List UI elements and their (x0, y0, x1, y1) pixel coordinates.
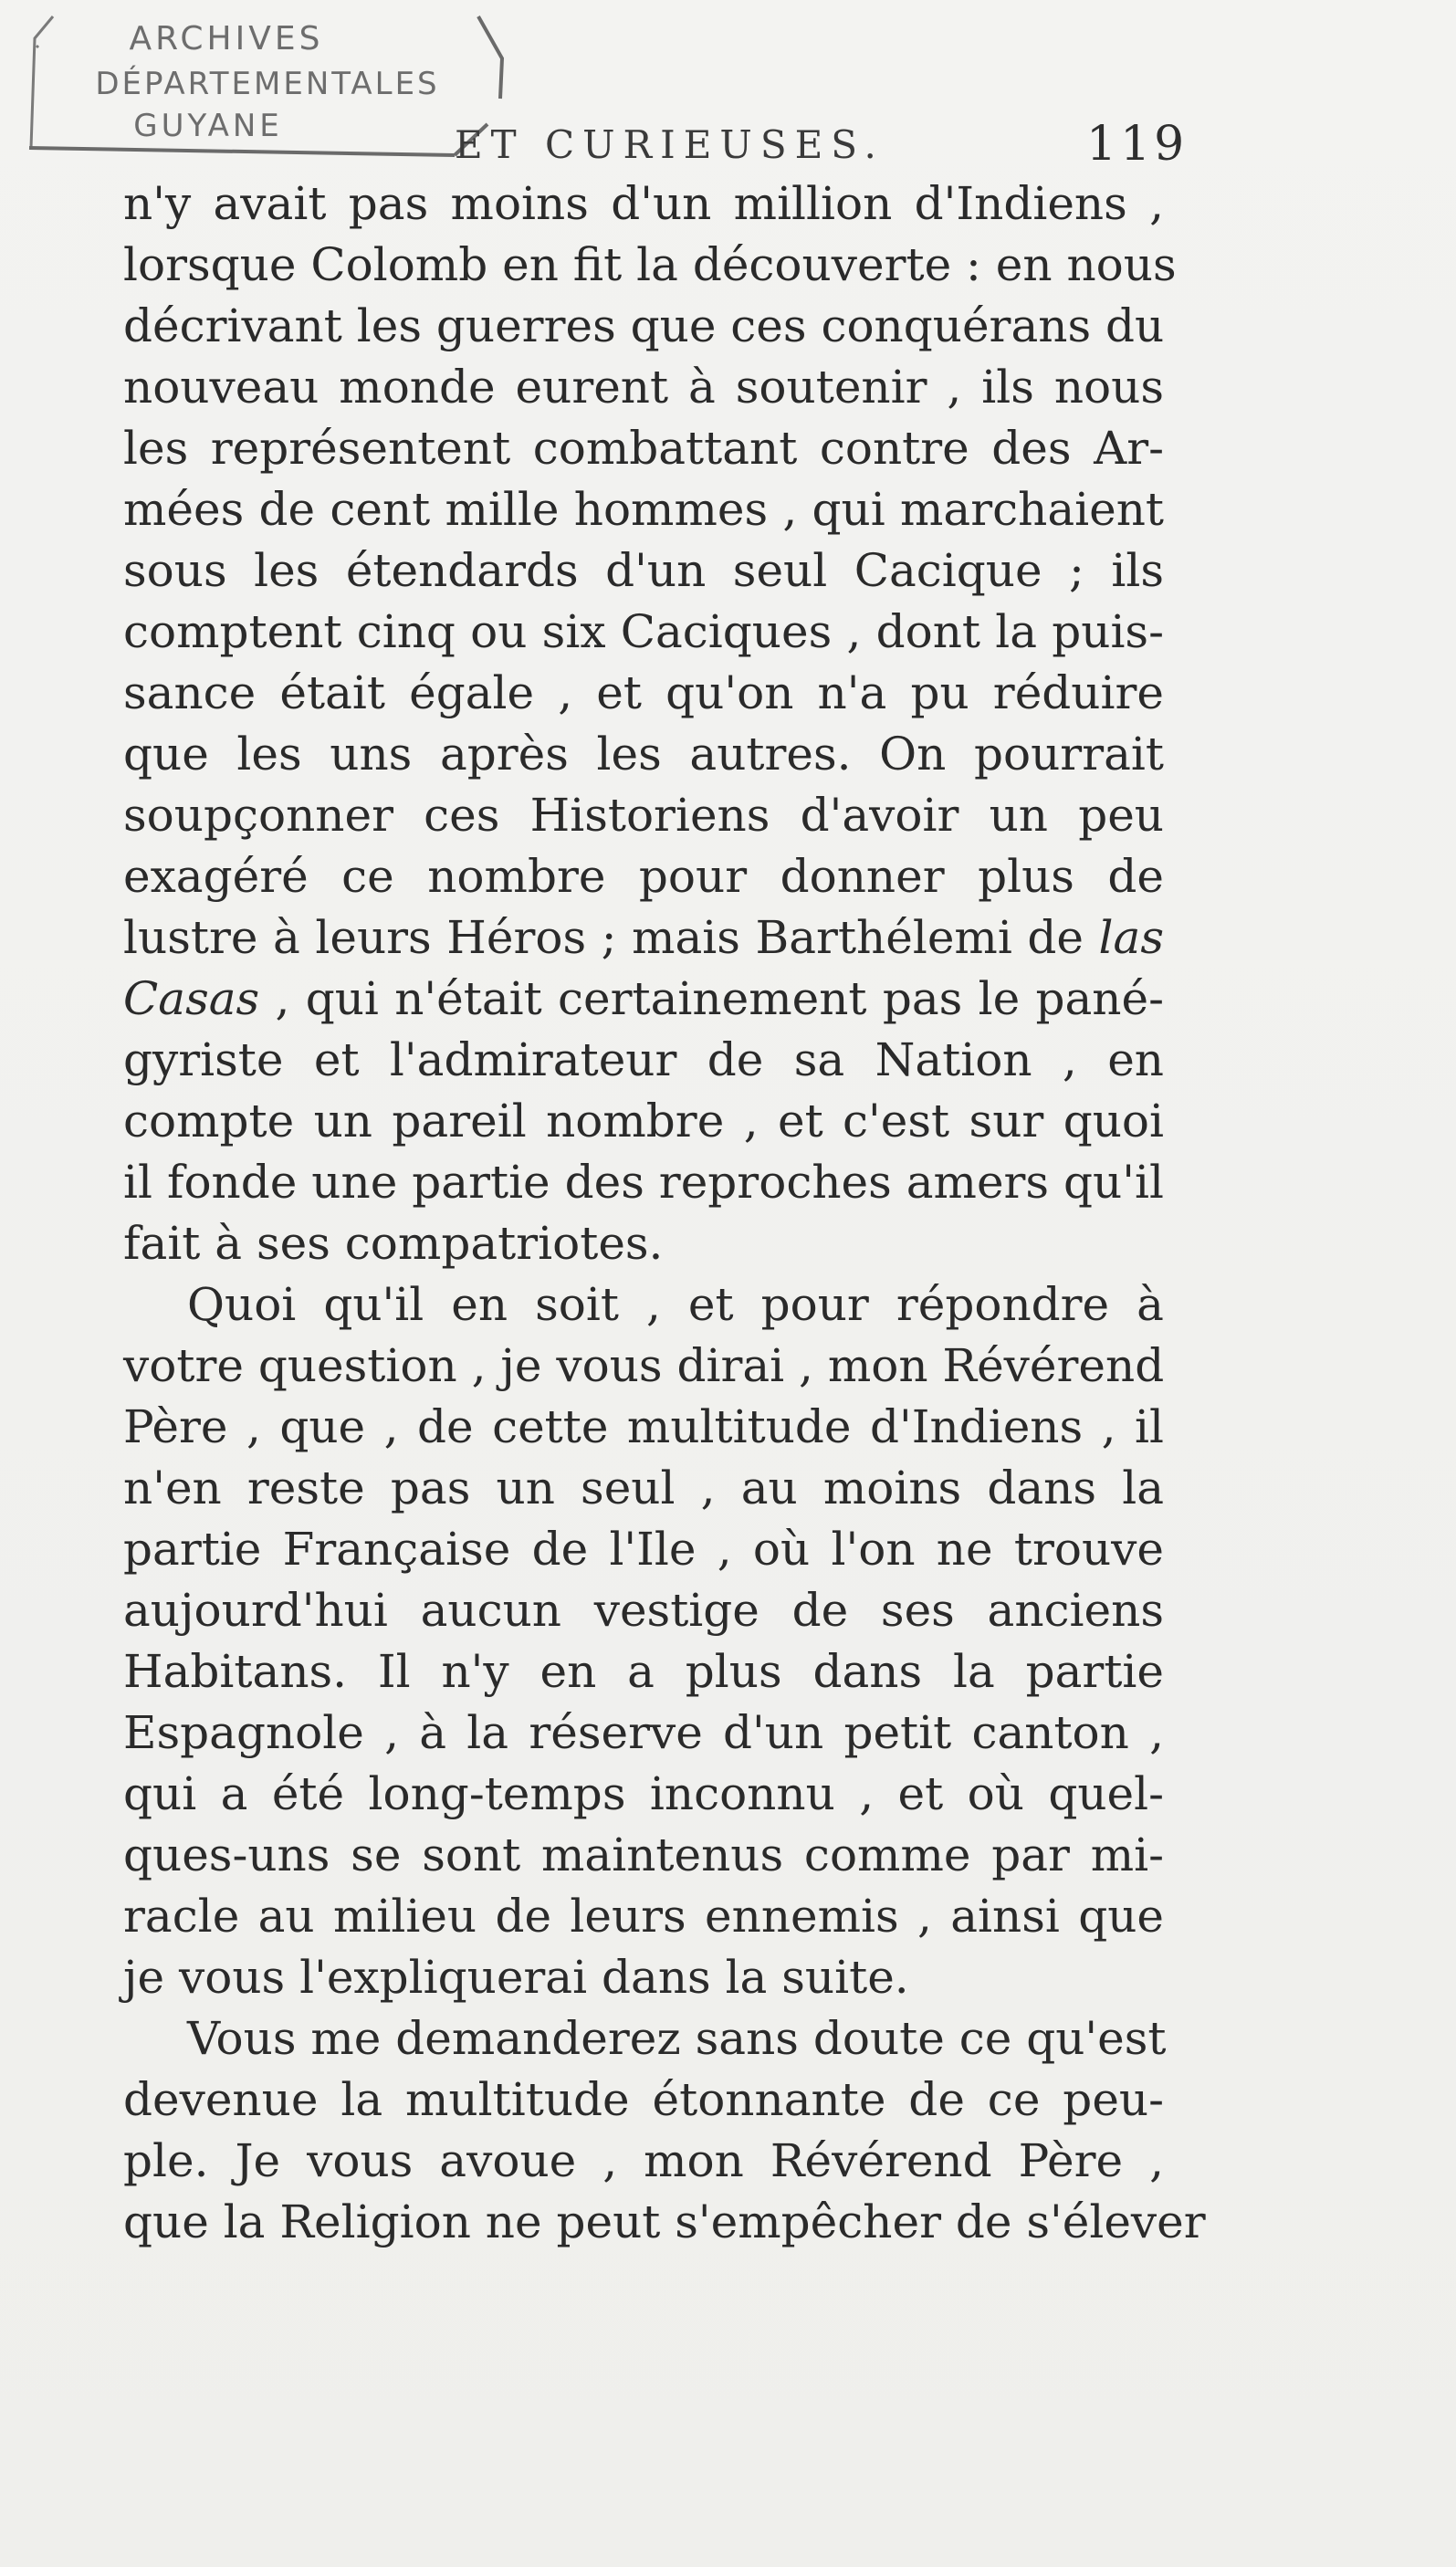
text-line: qui a été long-temps inconnu , et où quel- (123, 1767, 1164, 1820)
text-line: lustre à leurs Héros ; mais Barthélemi de las (123, 911, 1164, 964)
text-line: soupçonner ces Historiens d'avoir un peu (123, 789, 1164, 842)
text-line: partie Française de l'Ile , où l'on ne trouve (123, 1523, 1164, 1576)
text-line: gyriste et l'admirateur de sa Nation , en (123, 1033, 1164, 1086)
body-text (123, 173, 1206, 2253)
stamp-line-departementales: DÉPARTEMENTALES (95, 66, 440, 102)
text-line: lorsque Colomb en fit la découverte : en nous (123, 238, 1177, 291)
text-line: n'y avait pas moins d'un million d'Indiens , (123, 177, 1164, 230)
page-number: 119 (1086, 117, 1189, 172)
text-line: Quoi qu'il en soit , et pour répondre à (187, 1278, 1164, 1331)
text-line: que la Religion ne peut s'empêcher de s'élever (123, 2195, 1206, 2248)
text-line: aujourd'hui aucun vestige de ses anciens (123, 1584, 1164, 1637)
text-line: décrivant les guerres que ces conquérans du (123, 299, 1165, 352)
archive-stamp (26, 11, 509, 157)
text-line: votre question , je vous dirai , mon Révérend (123, 1339, 1165, 1392)
text-line: mées de cent mille hommes , qui marchaient (123, 483, 1164, 536)
text-line: les représentent combattant contre des Ar- (123, 422, 1164, 475)
text-line: que les uns après les autres. On pourrait (123, 728, 1164, 781)
text-line: nouveau monde eurent à soutenir , ils nous (123, 361, 1164, 414)
text-line: il fonde une partie des reproches amers qu'il (123, 1156, 1164, 1209)
text-line: Casas , qui n'était certainement pas le pané- (123, 972, 1164, 1025)
text-line: devenue la multitude étonnante de ce peu- (123, 2073, 1164, 2126)
text-line: Père , que , de cette multitude d'Indiens , il (123, 1400, 1164, 1453)
text-line: sous les étendards d'un seul Cacique ; ils (123, 544, 1164, 597)
text-line: comptent cinq ou six Caciques , dont la puis- (123, 605, 1164, 658)
text-line: Habitans. Il n'y en a plus dans la partie (123, 1645, 1164, 1698)
text-line: ques-uns se sont maintenus comme par mi- (123, 1828, 1164, 1881)
text-line: ple. Je vous avoue , mon Révérend Père , (123, 2134, 1164, 2187)
text-line: compte un pareil nombre , et c'est sur quoi (123, 1095, 1164, 1147)
text-line: racle au milieu de leurs ennemis , ainsi que (123, 1890, 1164, 1943)
text-line: fait à ses compatriotes. (123, 1217, 664, 1270)
text-line: Vous me demanderez sans doute ce qu'est (187, 2012, 1167, 2065)
text-line: Espagnole , à la réserve d'un petit canton , (123, 1706, 1164, 1759)
text-line: sance était égale , et qu'on n'a pu réduire (123, 666, 1164, 719)
stamp-line-guyane: GUYANE (133, 108, 283, 144)
text-line: je vous l'expliquerai dans la suite. (123, 1951, 909, 2004)
text-line: exagéré ce nombre pour donner plus de (123, 850, 1164, 903)
running-head: ET CURIEUSES. (455, 122, 885, 167)
text-line: n'en reste pas un seul , au moins dans la (123, 1462, 1164, 1514)
stamp-line-archives: ARCHIVES (129, 20, 324, 58)
